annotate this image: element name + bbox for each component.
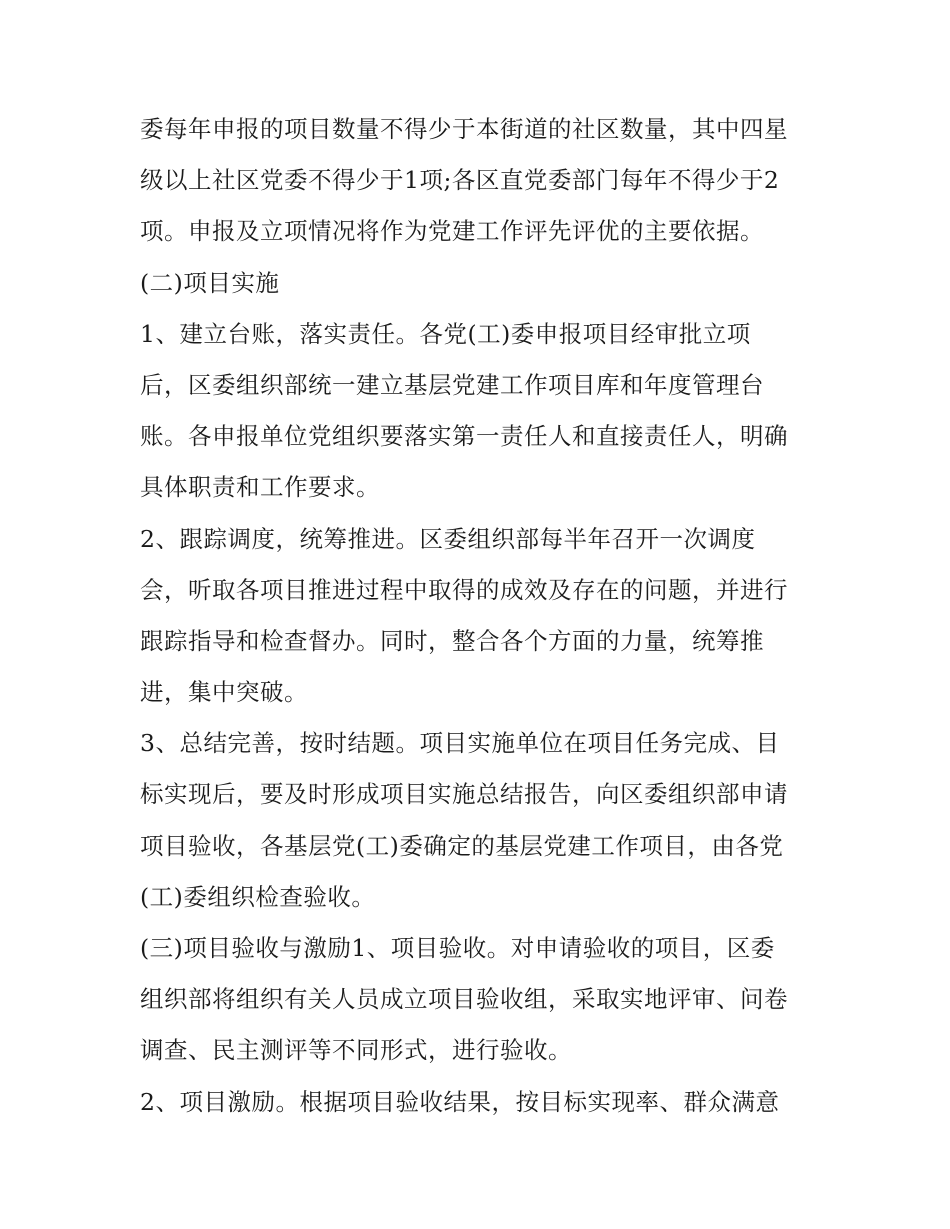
document-body	[140, 104, 820, 1128]
text-line: 委每年申报的项目数量不得少于本街道的社区数量，其中四星	[140, 115, 788, 143]
text-line: 具体职责和工作要求。	[140, 473, 380, 502]
text-line: 账。各申报单位党组织要落实第一责任人和直接责任人，明确	[140, 422, 788, 451]
text-line: 调查、民主测评等不同形式，进行验收。	[140, 1036, 572, 1065]
text-line: 2、项目激励。根据项目验收结果，按目标实现率、群众满意	[140, 1087, 780, 1116]
text-line: 项目验收，各基层党(工)委确定的基层党建工作项目，由各党	[140, 831, 784, 860]
paragraph-summary-completion	[140, 718, 820, 923]
paragraph-project-incentive	[140, 1077, 820, 1128]
text-line: (二)项目实施	[140, 268, 280, 297]
section-heading-project-implementation	[140, 258, 820, 309]
text-line: 标实现后，要及时形成项目实施总结报告，向区委组织部申请	[140, 780, 788, 809]
paragraph-establish-ledger	[140, 309, 820, 514]
text-line: (三)项目验收与激励1、项目验收。对申请验收的项目，区委	[140, 934, 775, 962]
text-line: 会，听取各项目推进过程中取得的成效及存在的问题，并进行	[140, 575, 788, 604]
text-line: (工)委组织检查验收。	[140, 882, 376, 911]
text-line: 项。申报及立项情况将作为党建工作评先评优的主要依据。	[140, 217, 764, 246]
text-line: 跟踪指导和检查督办。同时，整合各个方面的力量，统筹推	[140, 626, 764, 655]
text-line: 组织部将组织有关人员成立项目验收组，采取实地评审、问卷	[140, 985, 788, 1014]
paragraph-acceptance-incentive	[140, 923, 820, 1077]
paragraph-project-quota	[140, 104, 820, 258]
text-line: 进，集中突破。	[140, 678, 308, 707]
paragraph-track-schedule	[140, 514, 820, 719]
text-line: 级以上社区党委不得少于1项;各区直党委部门每年不得少于2	[140, 166, 780, 195]
text-line: 3、总结完善，按时结题。项目实施单位在项目任务完成、目	[140, 729, 780, 758]
text-line: 后，区委组织部统一建立基层党建工作项目库和年度管理台	[140, 370, 764, 399]
text-line: 1、建立台账，落实责任。各党(工)委申报项目经审批立项	[140, 319, 751, 348]
text-line: 2、跟踪调度，统筹推进。区委组织部每半年召开一次调度	[140, 524, 756, 553]
